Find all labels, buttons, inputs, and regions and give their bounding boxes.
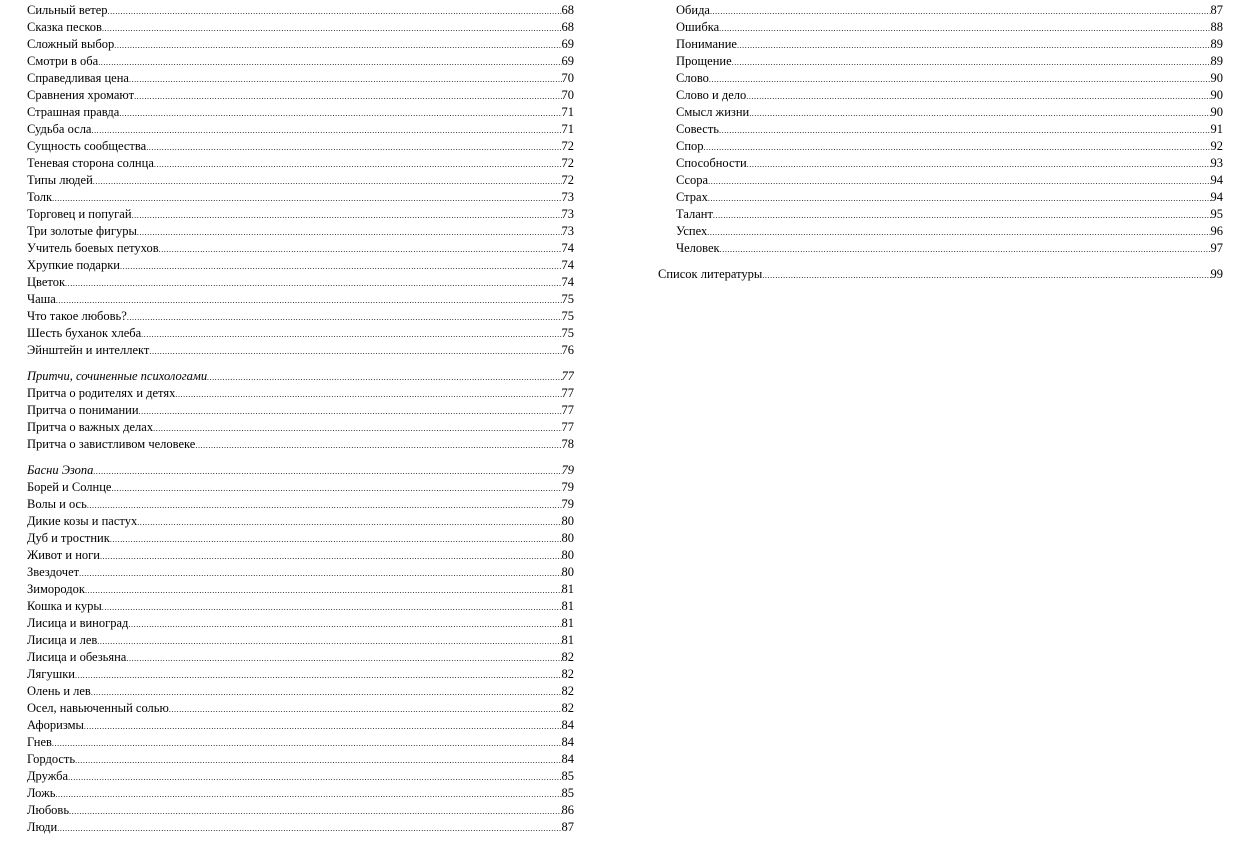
toc-entry[interactable] bbox=[27, 223, 574, 240]
toc-entry[interactable] bbox=[658, 19, 1223, 36]
toc-entry[interactable] bbox=[27, 436, 574, 453]
toc-entry[interactable] bbox=[27, 530, 574, 547]
toc-entry-title: Сравнения хромают bbox=[27, 88, 135, 102]
toc-entry-title: Что такое любовь? bbox=[27, 309, 127, 323]
toc-page-number: 74 bbox=[561, 258, 574, 272]
toc-left-column bbox=[27, 2, 574, 836]
toc-entry[interactable] bbox=[658, 206, 1223, 223]
toc-dot-leader bbox=[175, 386, 561, 402]
toc-entry[interactable] bbox=[27, 189, 574, 206]
toc-page-number: 75 bbox=[561, 326, 574, 340]
toc-page-number: 86 bbox=[561, 803, 574, 817]
toc-entry-title: Дружба bbox=[27, 769, 69, 783]
toc-entry[interactable] bbox=[658, 189, 1223, 206]
toc-entry[interactable] bbox=[27, 496, 574, 513]
toc-entry-title: Судьба осла bbox=[27, 122, 92, 136]
toc-page-number: 85 bbox=[561, 786, 574, 800]
toc-dot-leader bbox=[207, 369, 561, 385]
toc-entry[interactable] bbox=[27, 649, 574, 666]
toc-dot-leader bbox=[749, 105, 1210, 121]
toc-dot-leader bbox=[141, 326, 561, 342]
toc-entry[interactable] bbox=[658, 53, 1223, 70]
toc-dot-leader bbox=[119, 105, 561, 121]
toc-page-number: 84 bbox=[561, 735, 574, 749]
toc-entry[interactable] bbox=[27, 419, 574, 436]
toc-entry-title: Чаша bbox=[27, 292, 56, 306]
toc-page-number: 81 bbox=[561, 599, 574, 613]
toc-entry-title: Афоризмы bbox=[27, 718, 84, 732]
toc-entry[interactable] bbox=[27, 291, 574, 308]
toc-entry-title: Слово и дело bbox=[676, 88, 747, 102]
toc-page-number: 87 bbox=[561, 820, 574, 834]
toc-entry[interactable] bbox=[27, 819, 574, 836]
toc-entry[interactable] bbox=[27, 121, 574, 138]
toc-page-number: 79 bbox=[561, 480, 574, 494]
toc-dot-leader bbox=[719, 122, 1211, 138]
toc-entry-title: Волы и ось bbox=[27, 497, 87, 511]
toc-entry-title: Цветок bbox=[27, 275, 66, 289]
toc-entry[interactable] bbox=[27, 2, 574, 19]
toc-entry-title: Хрупкие подарки bbox=[27, 258, 120, 272]
toc-page-number: 82 bbox=[561, 667, 574, 681]
toc-entry-title: Притчи, сочиненные психологами bbox=[27, 369, 208, 383]
toc-page-number: 73 bbox=[561, 207, 574, 221]
toc-page-number: 80 bbox=[561, 565, 574, 579]
toc-section-heading[interactable] bbox=[27, 367, 574, 385]
toc-dot-leader bbox=[65, 275, 561, 291]
toc-entry[interactable] bbox=[27, 802, 574, 819]
toc-entry-title: Талант bbox=[676, 207, 713, 221]
toc-entry-title: Эйнштейн и интеллект bbox=[27, 343, 150, 357]
toc-entry-title: Типы людей bbox=[27, 173, 93, 187]
toc-entry-title: Спор bbox=[676, 139, 704, 153]
toc-dot-leader bbox=[169, 701, 562, 717]
toc-dot-leader bbox=[111, 480, 561, 496]
toc-entry-title: Живот и ноги bbox=[27, 548, 100, 562]
toc-entry-title: Три золотые фигуры bbox=[27, 224, 137, 238]
toc-page-number: 74 bbox=[561, 241, 574, 255]
toc-page-number: 82 bbox=[561, 650, 574, 664]
toc-dot-leader bbox=[110, 531, 562, 547]
toc-dot-leader bbox=[762, 267, 1210, 283]
toc-entry[interactable] bbox=[27, 479, 574, 496]
toc-entry[interactable] bbox=[658, 36, 1223, 53]
toc-dot-leader bbox=[732, 54, 1211, 70]
toc-page-number: 81 bbox=[561, 633, 574, 647]
toc-entry[interactable] bbox=[27, 257, 574, 274]
toc-dot-leader bbox=[52, 735, 562, 751]
toc-entry-title: Гордость bbox=[27, 752, 76, 766]
toc-dot-leader bbox=[137, 224, 562, 240]
toc-page-number: 77 bbox=[561, 386, 574, 400]
toc-dot-leader bbox=[120, 258, 562, 274]
toc-page-number: 90 bbox=[1210, 105, 1223, 119]
toc-entry[interactable] bbox=[27, 308, 574, 325]
toc-dot-leader bbox=[737, 37, 1211, 53]
toc-right-column bbox=[658, 2, 1223, 283]
toc-entry-title: Лягушки bbox=[27, 667, 75, 681]
toc-page-number: 71 bbox=[561, 105, 574, 119]
toc-entry-title: Человек bbox=[676, 241, 720, 255]
toc-entry-title: Люди bbox=[27, 820, 58, 834]
toc-page-number: 80 bbox=[561, 548, 574, 562]
toc-dot-leader bbox=[708, 190, 1211, 206]
toc-page-number: 72 bbox=[561, 156, 574, 170]
toc-entry-title: Теневая сторона солнца bbox=[27, 156, 154, 170]
toc-entry-title: Успех bbox=[676, 224, 708, 238]
toc-dot-leader bbox=[114, 37, 561, 53]
toc-entry[interactable] bbox=[658, 172, 1223, 189]
toc-dot-leader bbox=[93, 463, 561, 479]
toc-page-number: 75 bbox=[561, 309, 574, 323]
toc-dot-leader bbox=[139, 403, 562, 419]
toc-entry[interactable] bbox=[27, 240, 574, 257]
toc-entry-title: Ошибка bbox=[676, 20, 720, 34]
toc-entry-title: Любовь bbox=[27, 803, 70, 817]
toc-dot-leader bbox=[153, 420, 561, 436]
toc-entry-title: Обида bbox=[676, 3, 710, 17]
toc-entry-title: Борей и Солнце bbox=[27, 480, 112, 494]
toc-entry-title: Гнев bbox=[27, 735, 52, 749]
toc-entry[interactable] bbox=[27, 342, 574, 359]
toc-dot-leader bbox=[91, 684, 562, 700]
toc-entry-title: Ссора bbox=[676, 173, 709, 187]
toc-dot-leader bbox=[146, 139, 561, 155]
toc-page-number: 91 bbox=[1210, 122, 1223, 136]
toc-entry-title: Басни Эзопа bbox=[27, 463, 94, 477]
toc-page-number: 88 bbox=[1210, 20, 1223, 34]
toc-page-number: 69 bbox=[561, 37, 574, 51]
toc-entry[interactable] bbox=[27, 547, 574, 564]
toc-dot-leader bbox=[747, 156, 1211, 172]
toc-page-number: 89 bbox=[1210, 54, 1223, 68]
toc-entry[interactable] bbox=[27, 138, 574, 155]
toc-entry[interactable] bbox=[658, 121, 1223, 138]
toc-entry[interactable] bbox=[27, 768, 574, 785]
toc-dot-leader bbox=[159, 241, 562, 257]
toc-entry-title: Слово bbox=[676, 71, 709, 85]
toc-entry[interactable] bbox=[27, 598, 574, 615]
toc-page-number: 82 bbox=[561, 684, 574, 698]
toc-dot-leader bbox=[154, 156, 562, 172]
toc-entry[interactable] bbox=[658, 138, 1223, 155]
toc-entry[interactable] bbox=[658, 223, 1223, 240]
toc-entry-title: Учитель боевых петухов bbox=[27, 241, 159, 255]
toc-dot-leader bbox=[69, 803, 561, 819]
toc-page-number: 93 bbox=[1210, 156, 1223, 170]
toc-dot-leader bbox=[68, 769, 561, 785]
toc-dot-leader bbox=[710, 3, 1211, 19]
toc-dot-leader bbox=[97, 633, 561, 649]
toc-page-number: 95 bbox=[1210, 207, 1223, 221]
toc-dot-leader bbox=[746, 88, 1210, 104]
toc-page-number: 71 bbox=[561, 122, 574, 136]
toc-page-number: 68 bbox=[561, 3, 574, 17]
toc-page-number: 81 bbox=[561, 616, 574, 630]
toc-dot-leader bbox=[137, 514, 561, 530]
toc-page-number: 77 bbox=[561, 403, 574, 417]
toc-dot-leader bbox=[126, 650, 561, 666]
toc-dot-leader bbox=[707, 224, 1210, 240]
toc-entry[interactable] bbox=[27, 632, 574, 649]
toc-page-number: 82 bbox=[561, 701, 574, 715]
toc-page-number: 87 bbox=[1210, 3, 1223, 17]
toc-entry-title: Смысл жизни bbox=[676, 105, 750, 119]
toc-dot-leader bbox=[84, 718, 562, 734]
toc-dot-leader bbox=[719, 20, 1210, 36]
toc-entry[interactable] bbox=[27, 274, 574, 291]
toc-dot-leader bbox=[134, 88, 561, 104]
toc-page-number: 96 bbox=[1210, 224, 1223, 238]
toc-entry[interactable] bbox=[27, 36, 574, 53]
toc-entry[interactable] bbox=[27, 581, 574, 598]
toc-entry-title: Страшная правда bbox=[27, 105, 120, 119]
toc-entry-title: Лисица и лев bbox=[27, 633, 98, 647]
toc-page-number: 79 bbox=[561, 463, 574, 477]
toc-entry[interactable] bbox=[27, 513, 574, 530]
toc-entry[interactable] bbox=[27, 615, 574, 632]
toc-page-number: 72 bbox=[561, 139, 574, 153]
toc-page-number: 73 bbox=[561, 224, 574, 238]
toc-entry-title: Способности bbox=[676, 156, 747, 170]
toc-entry-title: Совесть bbox=[676, 122, 719, 136]
toc-entry[interactable] bbox=[27, 564, 574, 581]
toc-entry[interactable] bbox=[658, 155, 1223, 172]
toc-page-number: 84 bbox=[561, 718, 574, 732]
toc-page-number: 75 bbox=[561, 292, 574, 306]
toc-dot-leader bbox=[149, 343, 561, 359]
toc-dot-leader bbox=[75, 667, 562, 683]
toc-entry-title: Лисица и виноград bbox=[27, 616, 129, 630]
toc-dot-leader bbox=[709, 71, 1211, 87]
toc-entry[interactable] bbox=[27, 206, 574, 223]
toc-entry-title: Притча о родителях и детях bbox=[27, 386, 176, 400]
toc-entry[interactable] bbox=[27, 734, 574, 751]
toc-entry[interactable] bbox=[27, 751, 574, 768]
toc-dot-leader bbox=[98, 54, 561, 70]
toc-page-number: 72 bbox=[561, 173, 574, 187]
toc-entry[interactable] bbox=[658, 104, 1223, 121]
toc-page-number: 68 bbox=[561, 20, 574, 34]
toc-entry[interactable] bbox=[27, 325, 574, 342]
toc-entry-title: Зимородок bbox=[27, 582, 85, 596]
toc-dot-leader bbox=[85, 582, 562, 598]
toc-entry-title: Шесть буханок хлеба bbox=[27, 326, 142, 340]
toc-entry[interactable] bbox=[27, 104, 574, 121]
toc-entry-title: Сущность сообщества bbox=[27, 139, 147, 153]
toc-page-number: 76 bbox=[561, 343, 574, 357]
toc-page-number: 94 bbox=[1210, 190, 1223, 204]
toc-page-number: 73 bbox=[561, 190, 574, 204]
toc-entry-title: Торговец и попугай bbox=[27, 207, 132, 221]
toc-entry[interactable] bbox=[658, 240, 1223, 257]
toc-page-number: 80 bbox=[561, 531, 574, 545]
toc-entry-title: Дуб и тростник bbox=[27, 531, 110, 545]
toc-entry[interactable] bbox=[27, 87, 574, 104]
toc-entry-title: Сильный ветер bbox=[27, 3, 108, 17]
toc-page-number: 77 bbox=[561, 420, 574, 434]
toc-entry-title: Лисица и обезьяна bbox=[27, 650, 127, 664]
toc-entry[interactable] bbox=[27, 785, 574, 802]
toc-page-number: 74 bbox=[561, 275, 574, 289]
toc-page-number: 79 bbox=[561, 497, 574, 511]
toc-entry[interactable] bbox=[27, 155, 574, 172]
toc-entry[interactable] bbox=[658, 87, 1223, 104]
toc-page-number: 77 bbox=[561, 369, 574, 383]
toc-entry-title: Звездочет bbox=[27, 565, 80, 579]
toc-page-number: 69 bbox=[561, 54, 574, 68]
toc-entry-title: Притча о завистливом человеке bbox=[27, 437, 196, 451]
toc-dot-leader bbox=[100, 548, 562, 564]
toc-dot-leader bbox=[127, 309, 562, 325]
toc-entry[interactable] bbox=[658, 2, 1223, 19]
toc-entry-title: Сказка песков bbox=[27, 20, 102, 34]
toc-page-number: 70 bbox=[561, 88, 574, 102]
toc-entry[interactable] bbox=[658, 266, 1223, 283]
toc-entry-title: Кошка и куры bbox=[27, 599, 102, 613]
toc-dot-leader bbox=[108, 3, 562, 19]
toc-page-number: 81 bbox=[561, 582, 574, 596]
toc-entry[interactable] bbox=[27, 70, 574, 87]
toc-dot-leader bbox=[704, 139, 1211, 155]
toc-page-number: 70 bbox=[561, 71, 574, 85]
toc-entry-title: Притча о понимании bbox=[27, 403, 139, 417]
toc-dot-leader bbox=[55, 786, 561, 802]
toc-dot-leader bbox=[52, 190, 561, 206]
toc-entry[interactable] bbox=[27, 385, 574, 402]
toc-page-number: 90 bbox=[1210, 88, 1223, 102]
toc-entry-title: Толк bbox=[27, 190, 53, 204]
toc-dot-leader bbox=[713, 207, 1211, 223]
toc-entry-title: Сложный выбор bbox=[27, 37, 115, 51]
toc-entry-title: Страх bbox=[676, 190, 708, 204]
toc-page-number: 90 bbox=[1210, 71, 1223, 85]
toc-page-number: 84 bbox=[561, 752, 574, 766]
toc-dot-leader bbox=[129, 71, 562, 87]
toc-entry[interactable] bbox=[27, 53, 574, 70]
toc-entry[interactable] bbox=[658, 70, 1223, 87]
toc-page-number: 85 bbox=[561, 769, 574, 783]
toc-dot-leader bbox=[56, 292, 562, 308]
toc-page-number: 92 bbox=[1210, 139, 1223, 153]
toc-dot-leader bbox=[708, 173, 1210, 189]
toc-dot-leader bbox=[57, 820, 561, 836]
toc-entry[interactable] bbox=[27, 172, 574, 189]
toc-dot-leader bbox=[79, 565, 561, 581]
toc-entry-title: Смотри в оба bbox=[27, 54, 99, 68]
toc-page-number: 99 bbox=[1210, 267, 1223, 281]
toc-page-number: 97 bbox=[1210, 241, 1223, 255]
toc-entry[interactable] bbox=[27, 717, 574, 734]
toc-dot-leader bbox=[720, 241, 1211, 257]
toc-entry-title: Осел, навьюченный солью bbox=[27, 701, 169, 715]
toc-entry[interactable] bbox=[27, 700, 574, 717]
toc-dot-leader bbox=[195, 437, 561, 453]
toc-dot-leader bbox=[102, 20, 562, 36]
toc-dot-leader bbox=[87, 497, 562, 513]
toc-dot-leader bbox=[128, 616, 561, 632]
toc-entry[interactable] bbox=[27, 666, 574, 683]
toc-entry[interactable] bbox=[27, 683, 574, 700]
toc-entry-title: Ложь bbox=[27, 786, 56, 800]
toc-entry[interactable] bbox=[27, 402, 574, 419]
toc-entry[interactable] bbox=[27, 19, 574, 36]
toc-page-number: 89 bbox=[1210, 37, 1223, 51]
toc-entry-title: Олень и лев bbox=[27, 684, 91, 698]
toc-entry-title: Прощение bbox=[676, 54, 732, 68]
toc-page-number: 78 bbox=[561, 437, 574, 451]
toc-page-number: 80 bbox=[561, 514, 574, 528]
toc-section-heading[interactable] bbox=[27, 461, 574, 479]
toc-dot-leader bbox=[75, 752, 561, 768]
toc-entry-title: Притча о важных делах bbox=[27, 420, 154, 434]
toc-entry-title: Дикие козы и пастух bbox=[27, 514, 138, 528]
toc-entry-title: Понимание bbox=[676, 37, 737, 51]
toc-entry-title: Список литературы bbox=[658, 267, 763, 281]
toc-page-number: 94 bbox=[1210, 173, 1223, 187]
toc-dot-leader bbox=[93, 173, 562, 189]
toc-dot-leader bbox=[132, 207, 562, 223]
toc-dot-leader bbox=[102, 599, 562, 615]
toc-dot-leader bbox=[91, 122, 561, 138]
toc-entry-title: Справедливая цена bbox=[27, 71, 129, 85]
